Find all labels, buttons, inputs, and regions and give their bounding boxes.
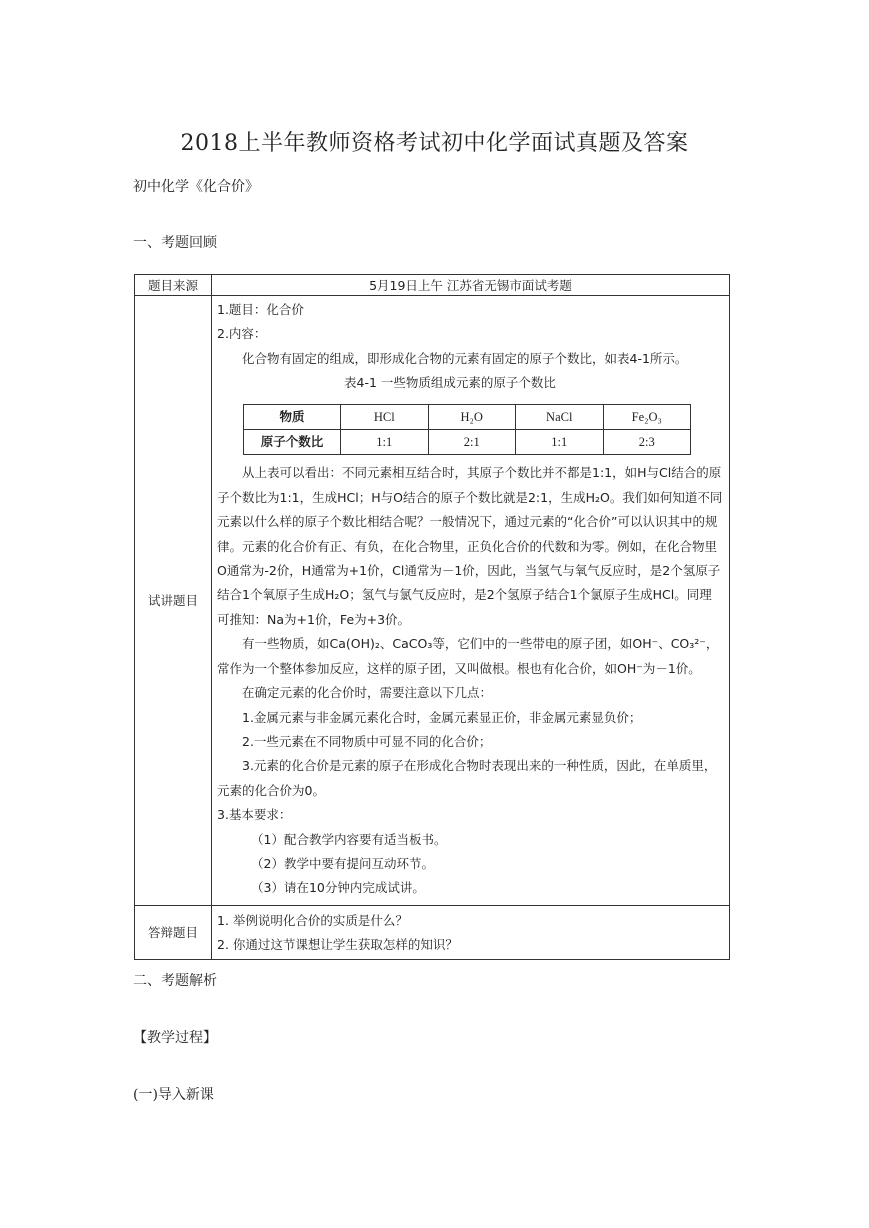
cell-ratio-nacl: 1:1 xyxy=(516,430,604,455)
table-row-topic xyxy=(135,296,730,906)
note-1: 1.金属元素与非金属元素化合时，金属元素显正价，非金属元素显负价； xyxy=(242,709,642,725)
topic-label: 试讲题目 xyxy=(135,296,212,906)
table-row-source xyxy=(135,275,730,296)
note-3: 3.元素的化合价是元素的原子在形成化合物时表现出来的一种性质，因此，在单质里，元素的化合价为0。 xyxy=(217,758,717,798)
radical-paragraph: 有一些物质，如Ca(OH)₂、CaCO₃等，它们中的一些带电的原子团，如OH⁻、CO₃²⁻，常作为一个整体参加反应，这样的原子团，又叫做根。根也有化合价，如OH⁻为－1价。 xyxy=(217,636,719,676)
cell-ratio-fe2o3: 2:3 xyxy=(603,430,691,455)
requirement-1: （1）配合教学内容要有适当板书。 xyxy=(251,831,447,847)
document-title: 2018上半年教师资格考试初中化学面试真题及答案 xyxy=(180,131,689,156)
cell-fe2o3: Fe₂O₃ xyxy=(603,404,691,429)
section-heading-intro: (一)导入新课 xyxy=(133,1087,214,1103)
defense-questions xyxy=(212,905,730,959)
requirements-heading: 3.基本要求： xyxy=(217,807,292,823)
table-caption: 表4-1 一些物质组成元素的原子个数比 xyxy=(344,375,556,391)
exam-table xyxy=(134,274,730,960)
source-value: 5月19日上午 江苏省无锡市面试考题 xyxy=(212,275,730,296)
cell-h2o: H₂O xyxy=(428,404,516,429)
subtitle: 初中化学《化合价》 xyxy=(133,179,259,195)
content-line: 2.内容： xyxy=(217,326,267,342)
cell-nacl: NaCl xyxy=(516,404,604,429)
defense-question-2: 2. 你通过这节课想让学生获取怎样的知识？ xyxy=(217,936,458,952)
section-heading-review: 一、考题回顾 xyxy=(133,235,217,251)
ratio-table-header xyxy=(244,404,691,429)
notes-intro: 在确定元素的化合价时，需要注意以下几点： xyxy=(242,685,493,701)
cell-substance: 物质 xyxy=(244,404,341,429)
cell-ratio-h2o: 2:1 xyxy=(428,430,516,455)
source-label: 题目来源 xyxy=(135,275,212,296)
topic-line: 1.题目：化合价 xyxy=(217,302,304,317)
section-heading-process: 【教学过程】 xyxy=(133,1030,217,1046)
requirement-3: （3）请在10分钟内完成试讲。 xyxy=(251,880,425,896)
table-row-defense xyxy=(135,905,730,959)
topic-content xyxy=(212,296,730,906)
intro-paragraph: 化合物有固定的组成，即形成化合物的元素有固定的原子个数比，如表4-1所示。 xyxy=(242,350,688,366)
defense-label: 答辩题目 xyxy=(135,905,212,959)
ratio-table-row xyxy=(244,430,691,455)
explanation-paragraph: 从上表可以看出：不同元素相互结合时，其原子个数比并不都是1:1，如H与Cl结合的原子个数比为1:1，生成HCl；H与O结合的原子个数比就是2:1，生成H₂O。我们如何知道不同元素以什么样的原子个数比相结合呢？一般情况下，通过元素的“化合价”可以认识其中的规律。元素的化合价有正、有负，在化合物里，正负化合价的代数和为零。例如，在化合物里O通常为-2价，H通常为+1价，Cl通常为－1价，因此，当氢气与氧气反应时，是2个氢原子结合1个氧原子生成H₂O；氢气与氯气反应时，是2个氢原子结合1个氯原子生成HCl。同理可推知：Na为+1价，Fe为+3价。 xyxy=(217,465,723,627)
note-2: 2.一些元素在不同物质中可显不同的化合价； xyxy=(242,733,492,749)
defense-question-1: 1. 举例说明化合价的实质是什么？ xyxy=(217,912,408,928)
cell-hcl: HCl xyxy=(341,404,429,429)
cell-ratio-hcl: 1:1 xyxy=(341,430,429,455)
section-heading-analysis: 二、考题解析 xyxy=(133,973,217,989)
cell-ratio-label: 原子个数比 xyxy=(244,430,341,455)
requirement-2: （2）教学中要有提问互动环节。 xyxy=(251,855,434,871)
ratio-table xyxy=(243,404,691,456)
